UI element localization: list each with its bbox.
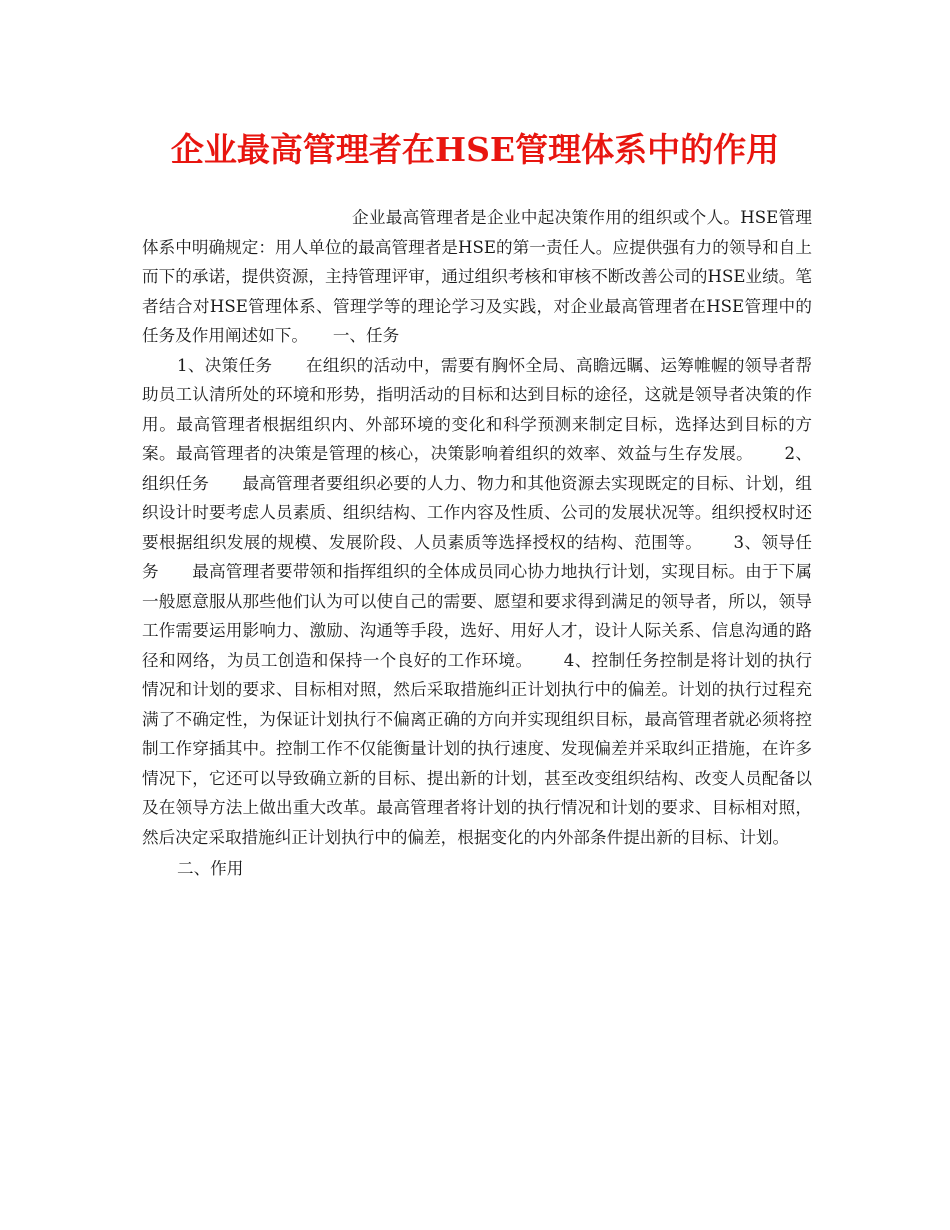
document-title: 企业最高管理者在HSE管理体系中的作用 bbox=[170, 130, 780, 169]
section-heading-role: 二、作用 bbox=[177, 859, 244, 878]
paragraph-tasks: 1、决策任务 在组织的活动中，需要有胸怀全局、高瞻远瞩、运筹帷幄的领导者帮助员工认清所处的环境和形势，指明活动的目标和达到目标的途径，这就是领导者决策的作用。最高管理者根据组织内、外部环境的变化和科学预测来制定目标，选择达到目标的方案。最高管理者的决策是管理的核心，决策影响着组织的效率、效益与生存发展。 2、组织任务 最高管理者要组织必要的人力、物力和其他资源去实现既定的目标、计划，组织设计时要考虑人员素质、组织结构、工作内容及性质、公司的发展状况等。组织授权时还要根据组织发展的规模、发展阶段、人员素质等选择授权的结构、范围等。 3、领导任务 最高管理者要带领和指挥组织的全体成员同心协力地执行计划，实现目标。由于下属一般愿意服从那些他们认为可以使自己的需要、愿望和要求得到满足的领导者，所以，领导工作需要运用影响力、激励、沟通等手段，选好、用好人才，设计人际关系、信息沟通的路径和网络，为员工创造和保持一个良好的工作环境。 4、控制任务控制是将计划的执行情况和计划的要求、目标相对照，然后采取措施纠正计划执行中的偏差。计划的执行过程充满了不确定性，为保证计划执行不偏离正确的方向并实现组织目标，最高管理者就必须将控制工作穿插其中。控制工作不仅能衡量计划的执行速度、发现偏差并采取纠正措施，在许多情况下，它还可以导致确立新的目标、提出新的计划，甚至改变组织结构、改变人员配备以及在领导方法上做出重大改革。最高管理者将计划的执行情况和计划的要求、目标相对照，然后决定采取措施纠正计划执行中的偏差，根据变化的内外部条件提出新的目标、计划。 bbox=[142, 355, 812, 847]
document-body bbox=[142, 203, 812, 884]
paragraph-intro: 企业最高管理者是企业中起决策作用的组织或个人。HSE管理体系中明确规定：用人单位的最高管理者是HSE的第一责任人。应提供强有力的领导和自上而下的承诺，提供资源，主持管理评审，通过组织考核和审核不断改善公司的HSE业绩。笔者结合对HSE管理体系、管理学等的理论学习及实践，对企业最高管理者在HSE管理中的任务及作用阐述如下。 一、任务 bbox=[142, 208, 812, 345]
